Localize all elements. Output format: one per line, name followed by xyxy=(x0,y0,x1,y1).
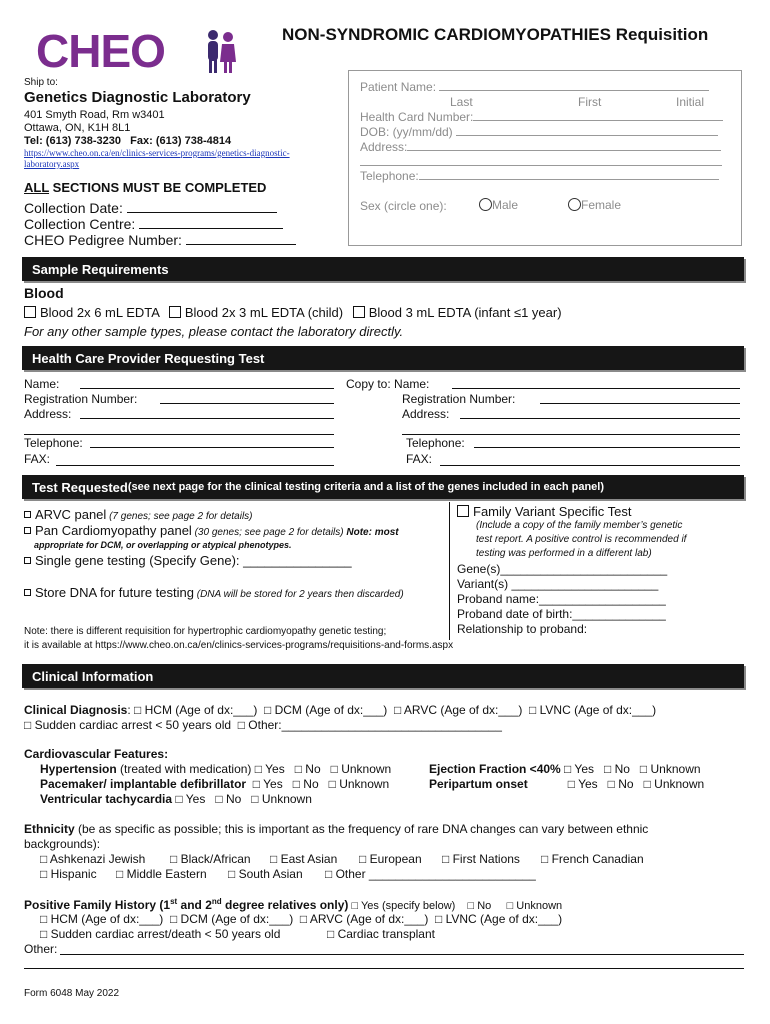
copy-to-telephone-line[interactable] xyxy=(474,447,740,448)
other-field-line[interactable] xyxy=(60,954,744,955)
form-number-footer: Form 6048 May 2022 xyxy=(24,988,120,999)
copy-to-registration[interactable]: Registration Number: xyxy=(402,392,516,406)
blood-label: Blood xyxy=(24,285,64,301)
lab-address-2: Ottawa, ON, K1H 8L1 xyxy=(24,122,131,134)
provider-name-line[interactable] xyxy=(80,388,334,389)
provider-address-line2[interactable] xyxy=(24,434,334,435)
cheo-logo: CHEO xyxy=(36,25,165,77)
copy-to-address[interactable]: Address: xyxy=(402,407,450,421)
form-title: NON-SYNDROMIC CARDIOMYOPATHIES Requisition xyxy=(282,25,709,44)
pedigree-number[interactable]: CHEO Pedigree Number: xyxy=(24,232,296,248)
patient-name-last: Last xyxy=(450,95,473,109)
clinical-diagnosis-line1[interactable]: Clinical Diagnosis: □ HCM (Age of dx:___) □ DCM (Age of dx:___) □ ARVC (Age of dx:___) □ LVNC (Age of dx:___) xyxy=(24,703,657,717)
ethnicity-black-african[interactable]: □ Black/African xyxy=(170,852,251,866)
lab-name: Genetics Diagnostic Laboratory xyxy=(24,89,251,106)
pan-panel-note: appropriate for DCM, or overlapping or atypical phenotypes. xyxy=(34,540,292,550)
ethnicity-ashkenazi[interactable]: □ Ashkenazi Jewish xyxy=(40,852,146,866)
arvc-checkbox[interactable] xyxy=(24,511,31,518)
copy-to-address-line2[interactable] xyxy=(402,434,740,435)
peripartum-row[interactable]: Peripartum onset □ Yes □ No □ Unknown xyxy=(429,777,705,791)
lab-address-1: 401 Smyth Road, Rm w3401 xyxy=(24,109,165,121)
provider-registration-line[interactable] xyxy=(160,403,334,404)
blood-3ml-infant-checkbox[interactable] xyxy=(353,306,365,318)
sex-female-option[interactable]: Female xyxy=(568,198,621,212)
family-note-2: test report. A positive control is recommended if xyxy=(476,534,687,545)
patient-name-first: First xyxy=(578,95,602,109)
cv-features-heading: Cardiovascular Features: xyxy=(24,747,169,761)
family-history-transplant[interactable]: □ Cardiac transplant xyxy=(327,927,435,941)
store-dna-checkbox[interactable] xyxy=(24,589,31,596)
other-field-line2[interactable] xyxy=(24,968,744,969)
proband-name-field[interactable]: Proband name:___________________ xyxy=(457,592,666,606)
clinical-diagnosis-line2[interactable]: □ Sudden cardiac arrest < 50 years old □ Other:_________________________________ xyxy=(24,718,502,732)
pacemaker-row[interactable]: Pacemaker/ implantable defibrillator □ Yes □ No □ Unknown xyxy=(40,777,390,791)
sample-note: For any other sample types, please contact the laboratory directly. xyxy=(24,324,404,339)
relationship-field[interactable]: Relationship to proband: xyxy=(457,622,588,636)
single-gene-checkbox[interactable] xyxy=(24,557,31,564)
provider-telephone-line[interactable] xyxy=(90,447,334,448)
copy-to-registration-line[interactable] xyxy=(540,403,740,404)
family-history-sca[interactable]: □ Sudden cardiac arrest/death < 50 years old xyxy=(40,927,281,941)
ethnicity-east-asian[interactable]: □ East Asian xyxy=(270,852,338,866)
ejection-fraction-row[interactable]: Ejection Fraction <40% □ Yes □ No □ Unknown xyxy=(429,762,701,776)
variant-field[interactable]: Variant(s) ______________________ xyxy=(457,577,659,591)
all-sections-required: ALL SECTIONS MUST BE COMPLETED xyxy=(24,180,267,195)
sample-requirements-heading: Sample Requirements xyxy=(22,257,744,281)
ethnicity-hispanic[interactable]: □ Hispanic xyxy=(40,867,97,881)
provider-name[interactable]: Name: xyxy=(24,377,60,391)
ethnicity-line1: Ethnicity (be as specific as possible; this is important as the frequency of rare DNA changes can vary between ethnic xyxy=(24,822,649,836)
hypertension-row[interactable]: Hypertension (treated with medication) □ Yes □ No □ Unknown xyxy=(40,762,392,776)
patient-dob[interactable]: DOB: (yy/mm/dd) xyxy=(360,125,718,139)
ethnicity-line2: backgrounds): xyxy=(24,837,101,851)
vtach-row[interactable]: Ventricular tachycardia □ Yes □ No □ Unknown xyxy=(40,792,312,806)
sex-male-option[interactable]: Male xyxy=(479,198,518,212)
provider-fax[interactable]: FAX: xyxy=(24,452,51,466)
ethnicity-other[interactable]: □ Other _________________________ xyxy=(325,867,536,881)
ethnicity-south-asian[interactable]: □ South Asian xyxy=(228,867,303,881)
patient-telephone[interactable]: Telephone: xyxy=(360,169,719,183)
patient-sex-label: Sex (circle one): xyxy=(360,199,447,213)
male-radio-icon[interactable] xyxy=(479,198,492,211)
ethnicity-european[interactable]: □ European xyxy=(359,852,422,866)
family-note-3: testing was performed in a different lab) xyxy=(476,548,652,559)
copy-to-name[interactable]: Copy to: Name: xyxy=(346,377,430,391)
family-note-1: (Include a copy of the family member’s genetic xyxy=(476,520,683,531)
provider-telephone[interactable]: Telephone: xyxy=(24,436,83,450)
ship-to-label: Ship to: xyxy=(24,77,58,88)
hcm-note-1: Note: there is different requisition for hypertrophic cardiomyopathy genetic testing; xyxy=(24,626,387,637)
family-variant-checkbox[interactable] xyxy=(457,505,469,517)
family-history-line2[interactable]: □ HCM (Age of dx:___) □ DCM (Age of dx:___) □ ARVC (Age of dx:___) □ LVNC (Age of dx:___) xyxy=(40,912,563,926)
ethnicity-middle-eastern[interactable]: □ Middle Eastern xyxy=(116,867,207,881)
lab-url-2[interactable]: laboratory.aspx xyxy=(24,159,80,169)
copy-to-address-line[interactable] xyxy=(460,418,740,419)
patient-name[interactable]: Patient Name: xyxy=(360,80,709,94)
blood-options: Blood 2x 6 mL EDTA Blood 2x 3 mL EDTA (child) Blood 3 mL EDTA (infant ≤1 year) xyxy=(24,305,562,320)
provider-registration[interactable]: Registration Number: xyxy=(24,392,138,406)
copy-to-telephone[interactable]: Telephone: xyxy=(406,436,465,450)
copy-to-fax-line[interactable] xyxy=(440,465,740,466)
pan-panel-option[interactable]: Pan Cardiomyopathy panel (30 genes; see page 2 for details) Note: most xyxy=(24,523,399,538)
provider-address[interactable]: Address: xyxy=(24,407,72,421)
collection-centre[interactable]: Collection Centre: xyxy=(24,216,283,232)
hcm-note-2: it is available at https://www.cheo.on.ca/en/clinics-services-programs/requisitions-and-forms.aspx xyxy=(24,640,454,651)
gene-field[interactable]: Gene(s)_________________________ xyxy=(457,562,668,576)
arvc-panel-option[interactable]: ARVC panel (7 genes; see page 2 for details) xyxy=(24,507,253,522)
copy-to-name-line[interactable] xyxy=(452,388,740,389)
copy-to-fax[interactable]: FAX: xyxy=(406,452,433,466)
female-radio-icon[interactable] xyxy=(568,198,581,211)
lab-tel-fax: Tel: (613) 738-3230 Fax: (613) 738-4814 xyxy=(24,135,232,147)
patient-address-line2[interactable] xyxy=(360,152,722,166)
family-history-line1[interactable]: Positive Family History (1st and 2nd degree relatives only) □ Yes (specify below) □ No □ Unknown xyxy=(24,897,563,912)
proband-dob-field[interactable]: Proband date of birth:______________ xyxy=(457,607,666,621)
patient-address[interactable]: Address: xyxy=(360,140,721,154)
store-dna-option[interactable]: Store DNA for future testing (DNA will be stored for 2 years then discarded) xyxy=(24,585,404,600)
blood-3ml-child-checkbox[interactable] xyxy=(169,306,181,318)
other-field[interactable]: Other: xyxy=(24,942,58,956)
collection-date[interactable]: Collection Date: xyxy=(24,200,277,216)
health-card-number[interactable]: Health Card Number: xyxy=(360,110,723,124)
pan-checkbox[interactable] xyxy=(24,527,31,534)
clinical-info-heading: Clinical Information xyxy=(22,664,744,688)
single-gene-option[interactable]: Single gene testing (Specify Gene): _______________ xyxy=(24,553,352,568)
family-logo-icon xyxy=(204,28,238,76)
ethnicity-first-nations[interactable]: □ First Nations xyxy=(442,852,520,866)
patient-name-initial: Initial xyxy=(676,95,705,109)
family-variant-option[interactable]: Family Variant Specific Test xyxy=(457,504,631,519)
ethnicity-french-canadian[interactable]: □ French Canadian xyxy=(541,852,644,866)
blood-6ml-checkbox[interactable] xyxy=(24,306,36,318)
test-requested-heading: Test Requested (see next page for the clinical testing criteria and a list of the genes included in each panel) xyxy=(22,475,744,499)
lab-url-1[interactable]: https://www.cheo.on.ca/en/clinics-services-programs/genetics-diagnostic- xyxy=(24,148,290,158)
provider-address-line[interactable] xyxy=(80,418,334,419)
provider-fax-line[interactable] xyxy=(56,465,334,466)
provider-heading: Health Care Provider Requesting Test xyxy=(22,346,744,370)
